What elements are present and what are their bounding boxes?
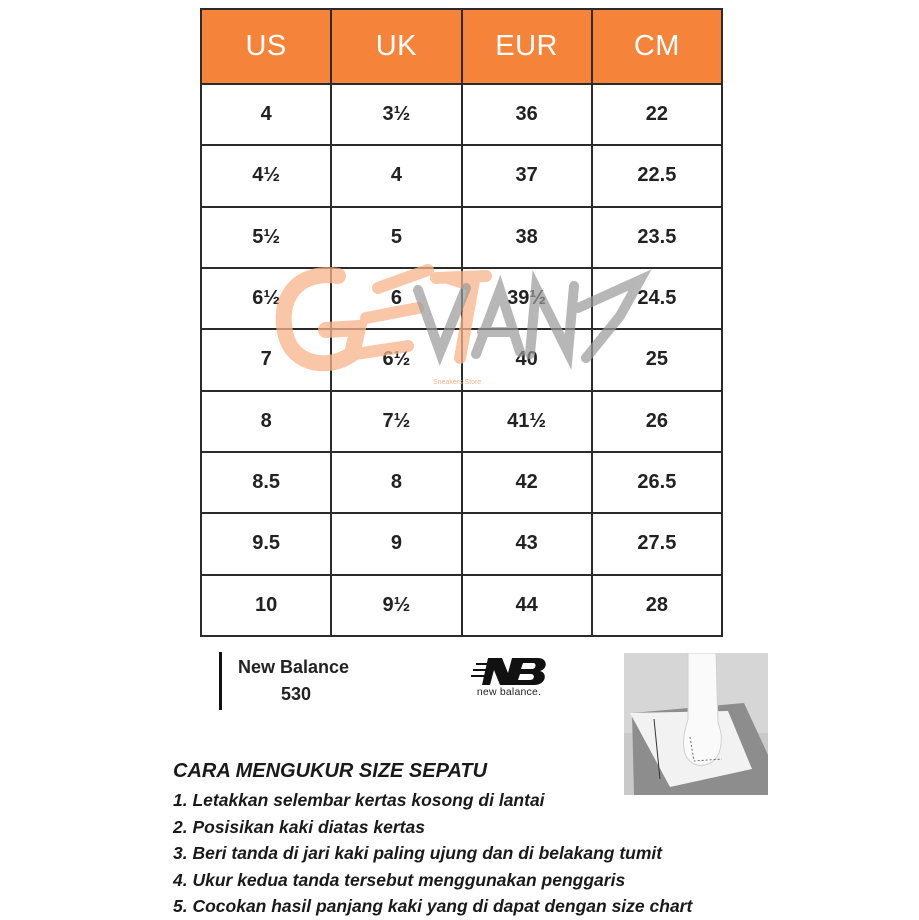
table-cell-cm: 25 <box>592 329 722 390</box>
table-cell-uk: 6½ <box>331 329 461 390</box>
table-row <box>201 513 722 574</box>
instructions-list <box>173 787 793 920</box>
product-brand: New Balance <box>238 657 350 677</box>
table-row <box>201 84 722 145</box>
table-cell-uk: 5 <box>331 207 461 268</box>
watermark-subtext: Sneakers Store <box>433 379 482 386</box>
table-cell-eur: 41½ <box>462 391 592 452</box>
size-chart-table <box>200 8 723 637</box>
table-cell-us: 8 <box>201 391 331 452</box>
table-cell-eur: 38 <box>462 207 592 268</box>
table-cell-uk: 4 <box>331 145 461 206</box>
table-row <box>201 452 722 513</box>
table-cell-us: 4½ <box>201 145 331 206</box>
table-cell-uk: 6 <box>331 268 461 329</box>
instruction-step: 2. Posisikan kaki diatas kertas <box>173 816 425 837</box>
column-header-uk: UK <box>331 9 461 84</box>
table-row <box>201 145 722 206</box>
table-cell-us: 10 <box>201 575 331 636</box>
table-cell-cm: 22.5 <box>592 145 722 206</box>
table-cell-us: 5½ <box>201 207 331 268</box>
table-cell-uk: 8 <box>331 452 461 513</box>
table-cell-eur: 39½ <box>462 268 592 329</box>
table-cell-cm: 22 <box>592 84 722 145</box>
table-cell-uk: 3½ <box>331 84 461 145</box>
column-header-eur: EUR <box>462 9 592 84</box>
table-body <box>201 84 722 636</box>
table-cell-uk: 7½ <box>331 391 461 452</box>
column-header-us: US <box>201 9 331 84</box>
new-balance-wordmark: new balance. <box>476 686 542 698</box>
table-header-row <box>201 9 722 84</box>
table-cell-eur: 42 <box>462 452 592 513</box>
table-cell-eur: 44 <box>462 575 592 636</box>
table-cell-eur: 37 <box>462 145 592 206</box>
column-header-cm: CM <box>592 9 722 84</box>
table-cell-us: 9.5 <box>201 513 331 574</box>
table-cell-cm: 24.5 <box>592 268 722 329</box>
table-cell-us: 8.5 <box>201 452 331 513</box>
instruction-step: 4. Ukur kedua tanda tersebut menggunakan penggaris <box>173 869 626 890</box>
table-cell-uk: 9½ <box>331 575 461 636</box>
table-cell-us: 4 <box>201 84 331 145</box>
table-row <box>201 391 722 452</box>
product-divider <box>219 652 222 710</box>
table-row <box>201 329 722 390</box>
table-cell-cm: 28 <box>592 575 722 636</box>
table-cell-us: 7 <box>201 329 331 390</box>
instructions-title: CARA MENGUKUR SIZE SEPATU <box>173 760 488 782</box>
table-cell-eur: 40 <box>462 329 592 390</box>
table-row <box>201 575 722 636</box>
table-cell-us: 6½ <box>201 268 331 329</box>
table-cell-cm: 26 <box>592 391 722 452</box>
product-model: 530 <box>281 684 312 704</box>
table-cell-cm: 26.5 <box>592 452 722 513</box>
table-row <box>201 268 722 329</box>
table-cell-uk: 9 <box>331 513 461 574</box>
table-cell-eur: 43 <box>462 513 592 574</box>
table-row <box>201 207 722 268</box>
table-cell-eur: 36 <box>462 84 592 145</box>
measurement-instructions <box>173 760 793 920</box>
instruction-step: 1. Letakkan selembar kertas kosong di lantai <box>173 790 545 810</box>
table-cell-cm: 23.5 <box>592 207 722 268</box>
instruction-step: 3. Beri tanda di jari kaki paling ujung dan di belakang tumit <box>173 843 663 863</box>
table-cell-cm: 27.5 <box>592 513 722 574</box>
instruction-step: 5. Cocokan hasil panjang kaki yang di dapat dengan size chart <box>173 896 693 916</box>
